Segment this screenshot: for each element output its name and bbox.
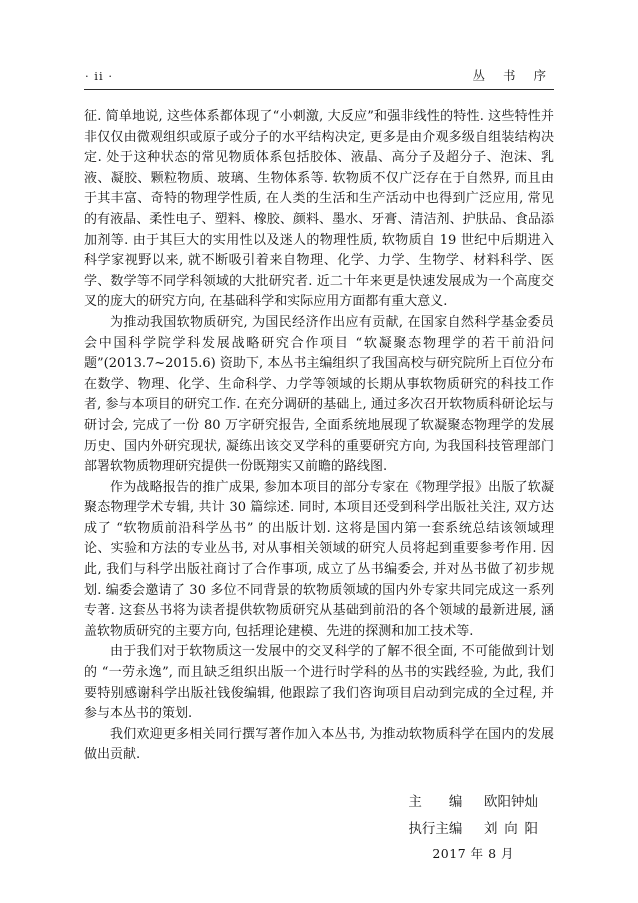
paragraph-4: 由于我们对于软物质这一发展中的交叉科学的了解不很全面, 不可能做到计划的 “一劳永逸”, 而且缺乏组织出版一个进行时学科的丛书的实践经验, 为此, 我们要特别感谢科学出版社钱俊编辑, 他跟踪了我们咨询项目启动到完成的全过程, 并参与本丛书的策划. (84, 644, 554, 722)
exec-editor-role-label: 执行主编 (408, 821, 463, 837)
header-title: 丛 书 序 (472, 68, 553, 83)
page-header (84, 66, 554, 89)
header-rule (84, 89, 554, 90)
signature-date: 2017 年 8 月 (432, 846, 515, 861)
paragraph-2: 为推动我国软物质研究, 为国民经济作出应有贡献, 在国家自然科学基金委员会中国科学院学科发展战略研究合作项目 “软凝聚态物理学的若干前沿问题”(2013.7~2015.6) 资助下, 本丛书主编组织了我国高校与研究院所上百位分布在数学、物理、化学、生命科学、力学等领域的长期从事软物质研究的科技工作者, 参与本项目的研究工作. 在充分调研的基础上, 通过多次召开软物质科研论坛与研讨会, 完成了一份 80 万字研究报告, 全面系统地展现了软凝聚态物理学的发展历史、国内外研究现状, 凝练出该交叉学科的重要研究方向, 为我国科技管理部门部署软物质物理研究提供一份既翔实又前瞻的路线图. (84, 314, 554, 475)
signature-block (408, 790, 538, 862)
editor-name: 欧阳钟灿 (484, 794, 538, 810)
exec-editor-name: 刘向阳 (484, 821, 538, 837)
paragraph-5: 我们欢迎更多相关同行撰写著作加入本丛书, 为推动软物质科学在国内的发展做出贡献. (84, 726, 554, 763)
preface-body (84, 107, 554, 766)
paragraph-3: 作为战略报告的推广成果, 参加本项目的部分专家在《物理学报》出版了软凝聚态物理学术专辑, 共计 30 篇综述. 同时, 本项目还受到科学出版社关注, 双方达成了 “软物质前沿科学丛书” 的出版计划. 这将是国内第一套系统总结该领域理论、实验和方法的专业丛书, 对从事相关领域的研究人员将起到重要参考作用. 因此, 我们与科学出版社商讨了合作事项, 成立了丛书编委会, 并对丛书做了初步规划. 编委会邀请了 30 多位不同背景的软物质领域的国内外专家共同完成这一系列专著. 这套丛书将为读者提供软物质研究从基础到前沿的各个领域的最新进展, 涵盖软物质研究的主要方向, 包括理论建模、先进的探测和加工技术等. (84, 479, 554, 639)
paragraph-1: 征. 简单地说, 这些体系都体现了“小刺激, 大反应”和强非线性的特性. 这些特性并非仅仅由微观组织或原子或分子的水平结构决定, 更多是由介观多级自组装结构决定. 处于这种状态的常见物质体系包括胶体、液晶、高分子及超分子、泡沫、乳液、凝胶、颗粒物质、玻璃、生物体系等. 软物质不仅广泛存在于自然界, 而且由于其丰富、奇特的物理学性质, 在人类的生活和生产活动中也得到广泛应用, 常见的有液晶、柔性电子、塑料、橡胶、颜料、墨水、牙膏、清洁剂、护肤品、食品添加剂等. 由于其巨大的实用性以及迷人的物理性质, 软物质自 19 世纪中后期进入科学家视野以来, 就不断吸引着来自物理、化学、力学、生物学、材料科学、医学、数学等不同学科领域的大批研究者. 近二十年来更是快速发展成为一个高度交叉的庞大的研究方向, 在基础科学和实际应用方面都有重大意义. (84, 109, 554, 310)
editor-role-label: 主编 (408, 794, 463, 810)
page-number: · ii · (85, 69, 113, 83)
signature-row-editor (408, 790, 538, 810)
signature-row-exec-editor (408, 817, 538, 837)
